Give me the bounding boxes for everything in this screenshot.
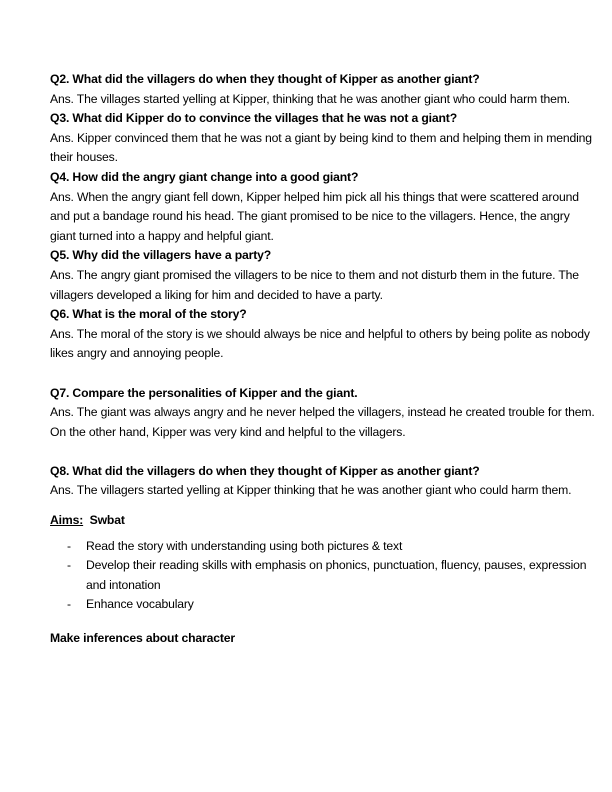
answer-text: Ans. The villages started yelling at Kipper, thinking that he was another giant who could harm them. bbox=[50, 91, 570, 106]
spacer bbox=[50, 442, 595, 462]
question-text: Q4. How did the angry giant change into a good giant? bbox=[50, 169, 359, 184]
question-text: Q2. What did the villagers do when they thought of Kipper as another giant? bbox=[50, 72, 480, 86]
question-text: Q8. What did the villagers do when they thought of Kipper as another giant? bbox=[50, 463, 480, 478]
answer-text: Ans. The angry giant promised the villagers to be nice to them and not disturb them in the future. The villagers developed a liking for him and decided to have a party. bbox=[50, 267, 579, 302]
spacer bbox=[50, 501, 595, 511]
question-text: Q3. What did Kipper do to convince the villages that he was not a giant? bbox=[50, 111, 458, 126]
aim-text: Develop their reading skills with emphasis on phonics, punctuation, fluency, pauses, expression and intonation bbox=[86, 558, 587, 592]
answer-text: Ans. The villagers started yelling at Kipper thinking that he was another giant who could harm them. bbox=[50, 483, 572, 498]
answer-text: Ans. The giant was always angry and he never helped the villagers, instead he created trouble for them. On the other hand, Kipper was very kind and helpful to the villagers. bbox=[50, 405, 595, 439]
qa-item-q5 bbox=[50, 246, 595, 305]
closing-line: Make inferences about character bbox=[50, 631, 236, 646]
list-item bbox=[50, 595, 595, 615]
question-text: Q6. What is the moral of the story? bbox=[50, 307, 247, 322]
qa-item-q8 bbox=[50, 462, 595, 501]
aims-subject: Swbat bbox=[89, 513, 125, 528]
answer-text: Ans. The moral of the story is we should always be nice and helpful to others by being polite as nobody likes angry and annoying people. bbox=[50, 326, 590, 361]
aim-text: Read the story with understanding using both pictures & text bbox=[86, 538, 403, 553]
list-item bbox=[50, 556, 595, 595]
qa-item-q3 bbox=[50, 109, 595, 168]
answer-text: Ans. Kipper convinced them that he was not a giant by being kind to them and helping them in mending their houses. bbox=[50, 130, 592, 165]
question-text: Q5. Why did the villagers have a party? bbox=[50, 248, 272, 263]
list-item bbox=[50, 537, 595, 557]
dash-bullet: - bbox=[67, 558, 71, 573]
qa-item-q4 bbox=[50, 168, 595, 246]
aims-heading bbox=[50, 511, 595, 531]
aim-text: Enhance vocabulary bbox=[86, 597, 194, 612]
qa-item-q7 bbox=[50, 384, 595, 443]
document-page bbox=[50, 70, 595, 649]
aims-list bbox=[50, 537, 595, 615]
answer-text: Ans. When the angry giant fell down, Kipper helped him pick all his things that were scattered around and put a bandage round his head. The giant promised to be nice to the villagers. Hence, the angry giant turned into a happy and helpful giant. bbox=[50, 189, 579, 243]
dash-bullet: - bbox=[67, 597, 71, 612]
aims-label: Aims: bbox=[50, 513, 84, 528]
qa-item-q6 bbox=[50, 305, 595, 364]
question-text: Q7. Compare the personalities of Kipper and the giant. bbox=[50, 385, 358, 400]
qa-item-q2 bbox=[50, 70, 595, 109]
spacer bbox=[50, 364, 595, 384]
dash-bullet: - bbox=[67, 538, 71, 553]
